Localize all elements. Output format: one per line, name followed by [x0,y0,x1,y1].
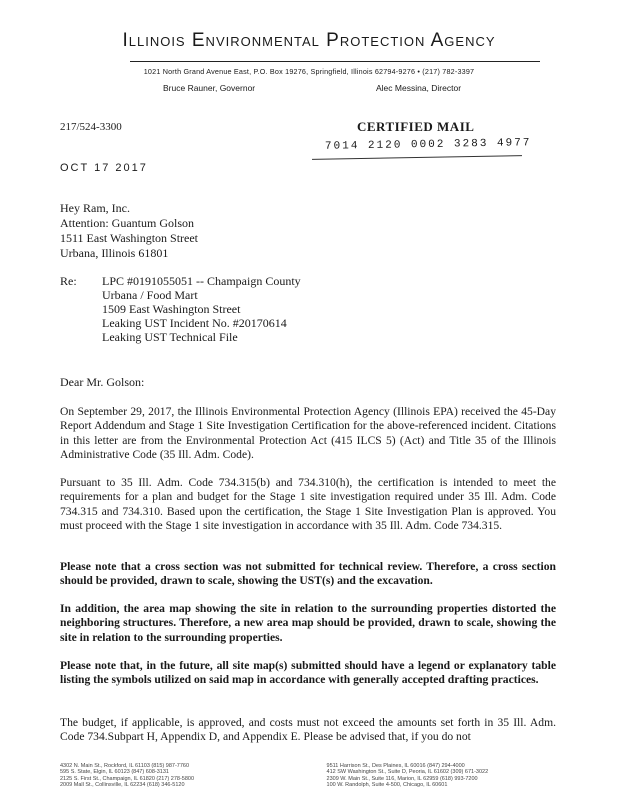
paragraph-budget: The budget, if applicable, is approved, and costs must not exceed the amounts set forth in 35 Ill. Adm. Code 734.Subpart H, Appendix D, and Appendix E. Please be advised that, if you do not [60,716,556,744]
paragraph-certification: Pursuant to 35 Ill. Adm. Code 734.315(b) and 734.310(h), the certification is intended to meet the requirements for a plan and budget for the Stage 1 site investigation required under 35 Ill. Adm. Code 734.315 and 734.310. Based upon the certification, the Stage 1 Site Investigation Plan is approved. You must proceed with the Stage 1 site investigation in accordance with 35 Ill. Adm. Code 734.315. [60,476,556,533]
agency-address: 1021 North Grand Avenue East, P.O. Box 19276, Springfield, Illinois 62794-9276 • (217) 782-3397 [143,67,475,76]
footer-office-line: 595 S. State, Elgin, IL 60123 (847) 608-3131 [60,769,169,776]
footer-left-column [60,763,310,788]
paragraph-receipt: On September 29, 2017, the Illinois Environmental Protection Agency (Illinois EPA) received the 45-Day Report Addendum and Stage 1 Site Investigation Certification for the above-referenced incident. Citations in this letter are from the Environmental Protection Act (415 ILCS 5) (Act) and Title 35 of the Illinois Administrative Code (35 Ill. Adm. Code). [60,405,556,462]
paragraph-site-map-legend: Please note that, in the future, all site map(s) submitted should have a legend or explanatory table listing the symbols utilized on said map in accordance with generally accepted drafting practices. [60,659,556,687]
footer-office-line: 2125 S. First St., Champaign, IL 61820 (217) 278-5800 [60,775,195,782]
governor-line: Bruce Rauner, Governor [163,83,256,93]
date-stamp: OCT 17 2017 [60,162,148,174]
re-line: Leaking UST Technical File [102,330,238,344]
re-label: Re: [60,274,77,288]
recipient-line: Urbana, Illinois 61801 [60,246,169,260]
footer-office-line: 9511 Harrison St., Des Plaines, IL 60016 (847) 294-4000 [326,763,465,769]
footer-office-line: 100 W. Randolph, Suite 4-500, Chicago, IL 60601 [326,781,448,788]
re-line: LPC #0191055051 -- Champaign County [102,274,301,288]
recipient-line: 1511 East Washington Street [60,231,199,245]
footer-office-line: 4302 N. Main St., Rockford, IL 61103 (815) 987-7760 [60,763,190,769]
footer-right-column [327,763,577,788]
salutation: Dear Mr. Golson: [60,375,145,389]
recipient-line: Attention: Guantum Golson [60,216,194,230]
re-block [102,274,301,344]
re-line: 1509 East Washington Street [102,302,241,316]
recipient-line: Hey Ram, Inc. [60,201,130,215]
footer-office-line: 2009 Mall St., Collinsville, IL 62234 (618) 346-5120 [60,781,185,788]
footer-offices [60,763,580,788]
re-line: Urbana / Food Mart [102,288,198,302]
re-line: Leaking UST Incident No. #20170614 [102,316,287,330]
paragraph-area-map: In addition, the area map showing the site in relation to the surrounding properties distorted the neighboring structures. Therefore, a new area map should be provided, drawn to scale, showing the site in relation to the surrounding properties. [60,602,556,644]
paragraph-cross-section: Please note that a cross section was not submitted for technical review. Therefore, a cross section should be provided, drawn to scale, showing the UST(s) and the excavation. [60,560,556,588]
director-line: Alec Messina, Director [376,83,462,93]
tracking-number: 7014 2120 0002 3283 4977 [324,137,532,153]
agency-name: Illinois Environmental Protection Agency [122,30,496,51]
letterhead-rule [130,61,540,62]
certified-mail-label: CERTIFIED MAIL [357,119,475,134]
tracking-underline [312,155,522,160]
recipient-address [60,201,198,261]
phone-number: 217/524-3300 [60,121,122,133]
footer-office-line: 412 SW Washington St., Suite D, Peoria, IL 61602 (309) 671-3022 [326,769,489,776]
footer-office-line: 2309 W. Main St., Suite 116, Marion, IL 62959 (618) 993-7200 [326,775,478,782]
